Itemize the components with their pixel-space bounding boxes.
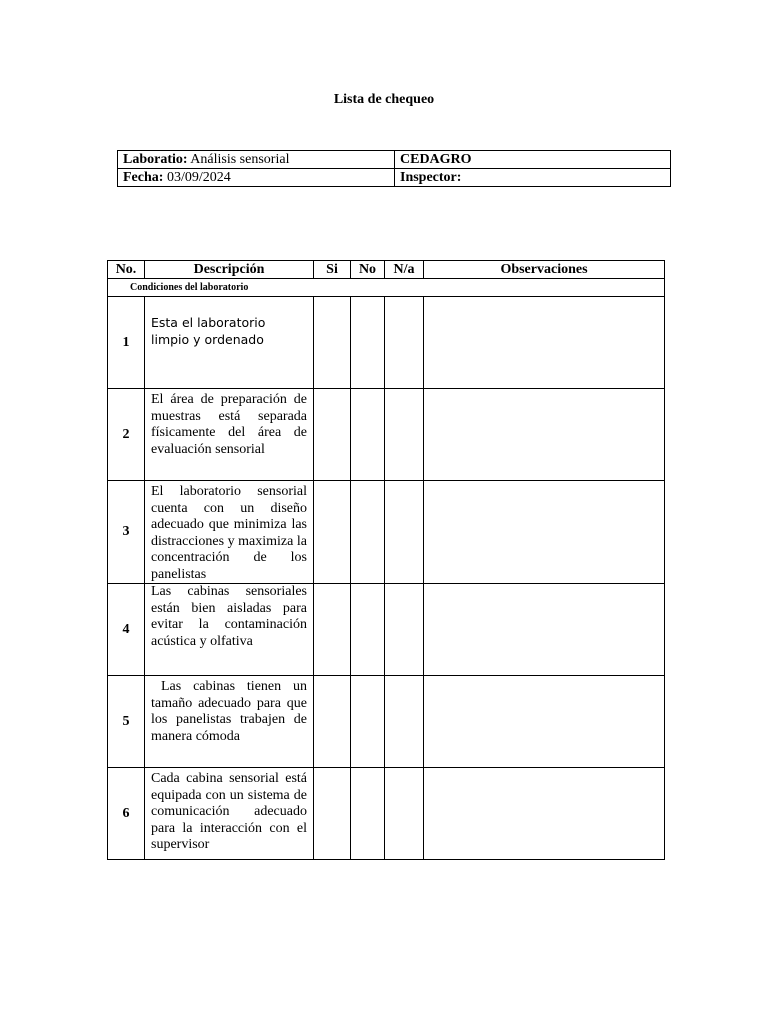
observaciones-cell[interactable] bbox=[424, 676, 665, 768]
section-label: Condiciones del laboratorio bbox=[108, 279, 665, 297]
no-checkbox-cell[interactable] bbox=[351, 584, 385, 676]
fecha-value: 03/09/2024 bbox=[166, 169, 231, 185]
info-row-fecha bbox=[118, 169, 671, 187]
row-number: 1 bbox=[108, 297, 145, 389]
fecha-cell[interactable] bbox=[118, 169, 395, 187]
cedagro-cell[interactable]: CEDAGRO bbox=[395, 151, 671, 169]
na-checkbox-cell[interactable] bbox=[385, 676, 424, 768]
laboratorio-cell[interactable] bbox=[118, 151, 395, 169]
checklist-table bbox=[107, 260, 665, 860]
header-si: Si bbox=[314, 261, 351, 279]
na-checkbox-cell[interactable] bbox=[385, 297, 424, 389]
row-number: 4 bbox=[108, 584, 145, 676]
header-observaciones: Observaciones bbox=[424, 261, 665, 279]
info-table bbox=[117, 150, 671, 187]
row-number: 2 bbox=[108, 389, 145, 481]
table-row bbox=[108, 297, 665, 389]
observaciones-cell[interactable] bbox=[424, 584, 665, 676]
no-checkbox-cell[interactable] bbox=[351, 389, 385, 481]
no-checkbox-cell[interactable] bbox=[351, 676, 385, 768]
no-checkbox-cell[interactable] bbox=[351, 481, 385, 584]
row-number: 3 bbox=[108, 481, 145, 584]
header-na: N/a bbox=[385, 261, 424, 279]
row-number: 5 bbox=[108, 676, 145, 768]
laboratorio-value: Análisis sensorial bbox=[190, 151, 290, 167]
na-checkbox-cell[interactable] bbox=[385, 481, 424, 584]
na-checkbox-cell[interactable] bbox=[385, 584, 424, 676]
section-row bbox=[108, 279, 665, 297]
si-checkbox-cell[interactable] bbox=[314, 389, 351, 481]
row-description: Las cabinas sensoriales están bien aisladas para evitar la contaminación acústica y olfativa bbox=[145, 584, 314, 676]
observaciones-cell[interactable] bbox=[424, 481, 665, 584]
row-number: 6 bbox=[108, 768, 145, 860]
row-description: Las cabinas tienen un tamaño adecuado para que los panelistas trabajen de manera cómoda bbox=[145, 676, 314, 768]
info-row-laboratorio bbox=[118, 151, 671, 169]
si-checkbox-cell[interactable] bbox=[314, 676, 351, 768]
si-checkbox-cell[interactable] bbox=[314, 297, 351, 389]
observaciones-cell[interactable] bbox=[424, 389, 665, 481]
checklist-header-row bbox=[108, 261, 665, 279]
no-checkbox-cell[interactable] bbox=[351, 297, 385, 389]
header-descripcion: Descripción bbox=[145, 261, 314, 279]
header-no-col: No bbox=[351, 261, 385, 279]
fecha-label: Fecha: bbox=[123, 169, 164, 185]
na-checkbox-cell[interactable] bbox=[385, 768, 424, 860]
row-description: Cada cabina sensorial está equipada con un sistema de comunicación adecuado para la interacción con el supervisor bbox=[145, 768, 314, 860]
na-checkbox-cell[interactable] bbox=[385, 389, 424, 481]
si-checkbox-cell[interactable] bbox=[314, 584, 351, 676]
table-row bbox=[108, 584, 665, 676]
row-description: El área de preparación de muestras está separada físicamente del área de evaluación sensorial bbox=[145, 389, 314, 481]
page-title: Lista de chequeo bbox=[333, 92, 435, 107]
row-description: El laboratorio sensorial cuenta con un diseño adecuado que minimiza las distracciones y maximiza la concentración de los panelistas bbox=[145, 481, 314, 584]
si-checkbox-cell[interactable] bbox=[314, 768, 351, 860]
table-row bbox=[108, 676, 665, 768]
observaciones-cell[interactable] bbox=[424, 297, 665, 389]
table-row bbox=[108, 481, 665, 584]
table-row bbox=[108, 389, 665, 481]
header-no: No. bbox=[108, 261, 145, 279]
inspector-cell[interactable]: Inspector: bbox=[395, 169, 671, 187]
laboratorio-label: Laboratio: bbox=[123, 151, 188, 167]
table-row bbox=[108, 768, 665, 860]
row-description: Esta el laboratorio limpio y ordenado bbox=[145, 297, 314, 389]
no-checkbox-cell[interactable] bbox=[351, 768, 385, 860]
observaciones-cell[interactable] bbox=[424, 768, 665, 860]
si-checkbox-cell[interactable] bbox=[314, 481, 351, 584]
